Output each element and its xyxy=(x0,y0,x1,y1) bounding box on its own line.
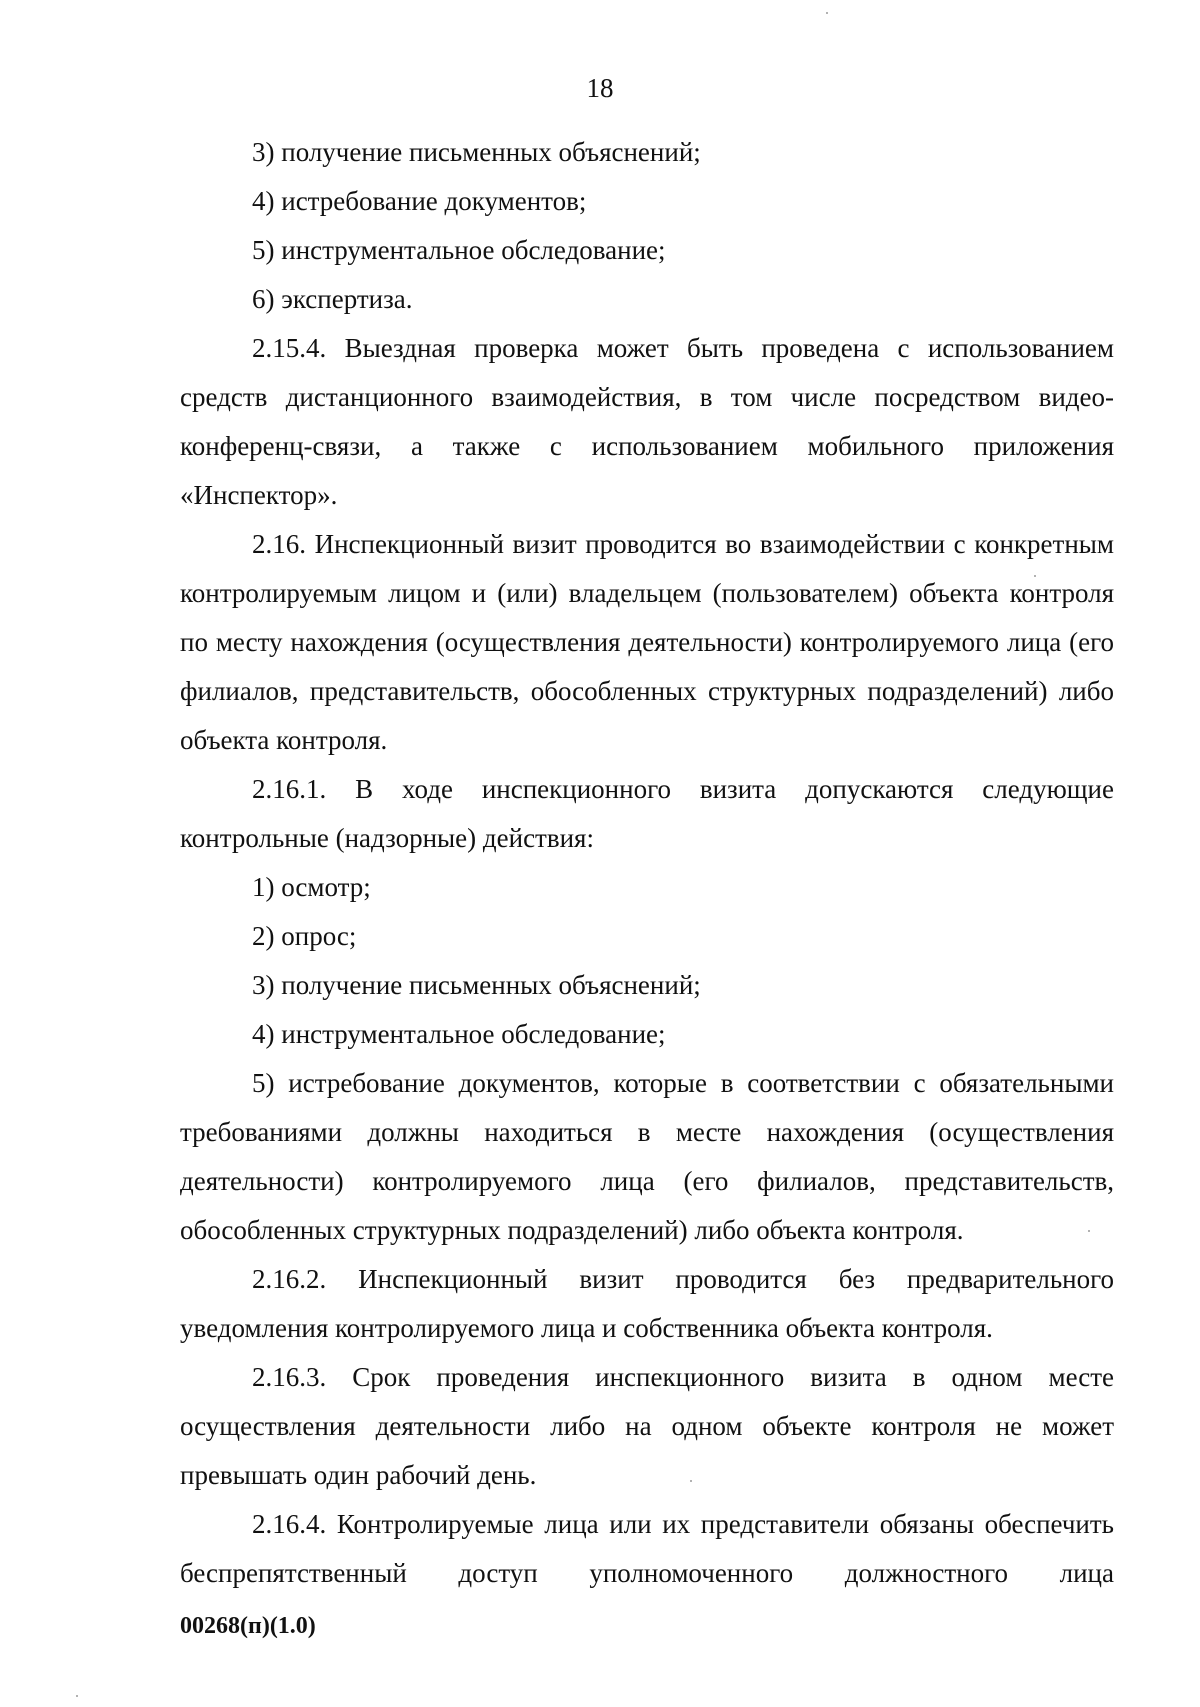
paragraph-2-16-1: 2.16.1. В ходе инспекционного визита допускаются следующие контрольные (надзорные) действия: xyxy=(180,774,1114,853)
list-item: 4) истребование документов; xyxy=(252,186,587,216)
list-item: 6) экспертиза. xyxy=(252,284,413,314)
list-item: 5) инструментальное обследование; xyxy=(252,235,666,265)
scan-speck xyxy=(1034,575,1036,577)
paragraph-2-16: 2.16. Инспекционный визит проводится во взаимодействии с конкретным контролируемым лицом и (или) владельцем (пользователем) объекта контроля по месту нахождения (осуществления деятельности) контролируемого лица (его филиалов, представительств, обособленных структурных подразделений) либо объекта контроля. xyxy=(180,529,1114,755)
paragraph-2-16-4: 2.16.4. Контролируемые лица или их представители обязаны обеспечить беспрепятственный доступ уполномоченного должностного лица xyxy=(180,1509,1114,1588)
list-item-5-documents: 5) истребование документов, которые в соответствии с обязательными требованиями должны находиться в месте нахождения (осуществления деятельности) контролируемого лица (его филиалов, представительств, обособленных структурных подразделений) либо объекта контроля. xyxy=(180,1068,1114,1245)
list-item: 3) получение письменных объяснений; xyxy=(252,970,701,1000)
paragraph-2-15-4: 2.15.4. Выездная проверка может быть проведена с использованием средств дистанционного взаимодействия, в том числе посредством видео-конференц-связи, а также с использованием мобильного приложения «Инспектор». xyxy=(180,333,1114,510)
list-item: 2) опрос; xyxy=(252,921,357,951)
scan-speck xyxy=(1088,1230,1090,1232)
list-item: 4) инструментальное обследование; xyxy=(252,1019,666,1049)
list-item: 1) осмотр; xyxy=(252,872,371,902)
paragraph-2-16-2: 2.16.2. Инспекционный визит проводится без предварительного уведомления контролируемого лица и собственника объекта контроля. xyxy=(180,1264,1114,1343)
paragraph-2-16-3: 2.16.3. Срок проведения инспекционного визита в одном месте осуществления деятельности либо на одном объекте контроля не может превышать один рабочий день. xyxy=(180,1362,1114,1490)
list-item: 3) получение письменных объяснений; xyxy=(252,137,701,167)
document-body xyxy=(180,128,1114,1598)
scan-speck xyxy=(76,1695,78,1697)
scan-speck xyxy=(826,12,828,14)
document-code: 00268(п)(1.0) xyxy=(180,1613,316,1639)
page-number: 18 xyxy=(586,73,614,103)
scan-speck xyxy=(690,1480,692,1482)
